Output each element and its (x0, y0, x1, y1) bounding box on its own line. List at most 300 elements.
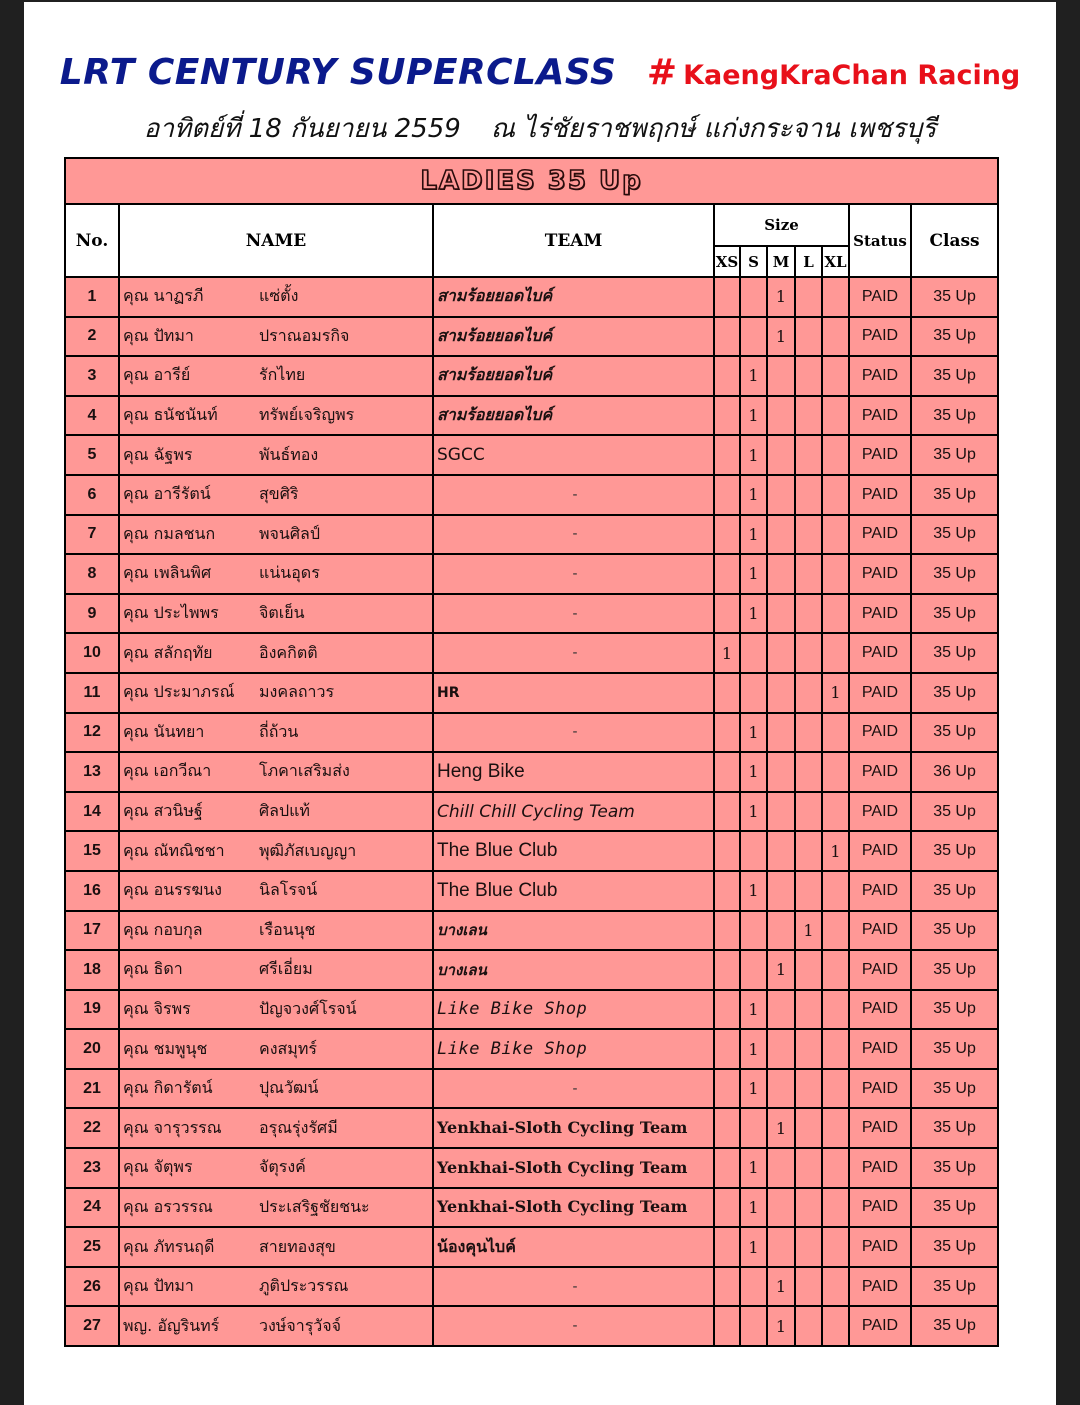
table-row (65, 1227, 998, 1267)
size-cell-xl (822, 1306, 849, 1346)
participant-team (433, 990, 714, 1030)
participant-name (119, 831, 433, 871)
payment-status: PAID (849, 515, 911, 555)
participant-name-wrap (123, 324, 432, 349)
table-row (65, 713, 998, 753)
team-label: The Blue Club (437, 879, 558, 901)
participant-first-name: คุณ ธิดา (123, 959, 183, 979)
participant-name-wrap (123, 284, 432, 309)
participant-team (433, 1306, 714, 1346)
row-number: 17 (65, 911, 119, 951)
size-cell-xs (714, 356, 740, 396)
size-cell-s: 1 (740, 713, 767, 753)
participant-team (433, 871, 714, 911)
size-cell-xl (822, 1069, 849, 1109)
payment-status: PAID (849, 911, 911, 951)
participant-team (433, 1108, 714, 1148)
payment-status: PAID (849, 831, 911, 871)
size-cell-l (795, 435, 822, 475)
size-cell-xs (714, 1069, 740, 1109)
size-cell-s (740, 277, 767, 317)
size-cell-l (795, 792, 822, 832)
participant-name (119, 990, 433, 1030)
size-cell-xs (714, 435, 740, 475)
participant-name-wrap (123, 799, 432, 824)
table-row (65, 356, 998, 396)
participant-first-name: คุณ จิรพร (123, 998, 191, 1018)
column-header-size-xl: XL (822, 246, 849, 277)
participant-first-name: คุณ สลักฤทัย (123, 642, 213, 662)
column-header-team: TEAM (433, 204, 714, 277)
size-cell-s (740, 317, 767, 357)
participant-team (433, 396, 714, 436)
race-class: 35 Up (911, 1188, 998, 1228)
row-number: 9 (65, 594, 119, 634)
size-cell-m (767, 475, 795, 515)
participant-team (433, 752, 714, 792)
participant-first-name: คุณ ภัทรนฤดี (123, 1236, 215, 1256)
race-class: 35 Up (911, 317, 998, 357)
size-cell-l (795, 1069, 822, 1109)
participant-first-name: คุณ สวนิษฐ์ (123, 801, 203, 821)
participant-first-name: คุณ ประมาภรณ์ (123, 682, 235, 702)
size-cell-m (767, 356, 795, 396)
participant-last-name: พันธ์ทอง (259, 444, 319, 464)
participant-team (433, 435, 714, 475)
row-number: 16 (65, 871, 119, 911)
race-class: 35 Up (911, 515, 998, 555)
size-cell-xl (822, 1227, 849, 1267)
payment-status: PAID (849, 950, 911, 990)
size-cell-l: 1 (795, 911, 822, 951)
participant-name (119, 1306, 433, 1346)
category-title: LADIES 35 Up (420, 166, 643, 196)
table-row (65, 752, 998, 792)
row-number: 4 (65, 396, 119, 436)
participant-last-name: อิงคกิตติ (259, 642, 318, 662)
size-cell-s (740, 831, 767, 871)
payment-status: PAID (849, 1227, 911, 1267)
column-header-size-s: S (740, 246, 767, 277)
participant-first-name: คุณ ปัทมา (123, 1276, 194, 1296)
team-label: - (572, 644, 578, 662)
row-number: 21 (65, 1069, 119, 1109)
row-number: 27 (65, 1306, 119, 1346)
participant-last-name: ทรัพย์เจริญพร (259, 405, 355, 425)
participant-name (119, 950, 433, 990)
participant-name-wrap (123, 957, 432, 982)
table-row (65, 1069, 998, 1109)
race-class: 35 Up (911, 792, 998, 832)
participant-team (433, 475, 714, 515)
table-row (65, 871, 998, 911)
size-cell-xl (822, 435, 849, 475)
table-row (65, 633, 998, 673)
table-row (65, 435, 998, 475)
size-cell-s: 1 (740, 515, 767, 555)
participant-name-wrap (123, 363, 432, 388)
participant-name-wrap (123, 522, 432, 547)
race-class: 35 Up (911, 594, 998, 634)
size-cell-xl (822, 713, 849, 753)
participant-last-name: สุขศิริ (259, 484, 299, 504)
size-cell-xl (822, 475, 849, 515)
size-cell-xl (822, 396, 849, 436)
participant-team (433, 1148, 714, 1188)
size-cell-xl (822, 1148, 849, 1188)
size-cell-m (767, 554, 795, 594)
race-class: 35 Up (911, 673, 998, 713)
table-row (65, 990, 998, 1030)
size-cell-xs (714, 475, 740, 515)
team-label: - (572, 1079, 578, 1097)
size-cell-l (795, 317, 822, 357)
payment-status: PAID (849, 990, 911, 1030)
size-cell-m (767, 1069, 795, 1109)
size-cell-s: 1 (740, 792, 767, 832)
payment-status: PAID (849, 713, 911, 753)
race-class: 35 Up (911, 1227, 998, 1267)
team-label: Yenkhai-Sloth Cycling Team (437, 1197, 688, 1217)
team-label: Like Bike Shop (437, 999, 588, 1020)
size-cell-l (795, 356, 822, 396)
race-class: 35 Up (911, 356, 998, 396)
participant-name (119, 554, 433, 594)
participants-table (64, 157, 999, 1347)
table-row (65, 911, 998, 951)
size-cell-xs (714, 1148, 740, 1188)
participant-first-name: คุณ กมลชนก (123, 523, 216, 543)
size-cell-xl (822, 515, 849, 555)
participant-last-name: พุฒิภัสเบญญา (259, 840, 357, 860)
payment-status: PAID (849, 396, 911, 436)
size-cell-xs (714, 990, 740, 1030)
table-row (65, 1148, 998, 1188)
size-cell-l (795, 633, 822, 673)
participant-name (119, 633, 433, 673)
size-cell-s: 1 (740, 594, 767, 634)
table-row (65, 396, 998, 436)
event-date-venue (24, 108, 1056, 149)
event-venue: ณ ไร่ชัยราชพฤกษ์ แก่งกระจาน เพชรบุรี (490, 114, 937, 144)
size-cell-s: 1 (740, 871, 767, 911)
row-number: 7 (65, 515, 119, 555)
size-cell-xl (822, 1267, 849, 1307)
table-row (65, 950, 998, 990)
participant-name-wrap (123, 641, 432, 666)
hashtag-symbol: # (646, 52, 678, 93)
participant-name (119, 673, 433, 713)
size-cell-l (795, 515, 822, 555)
race-class: 35 Up (911, 633, 998, 673)
team-label: บางเลน (437, 960, 487, 979)
participant-team (433, 594, 714, 634)
table-row (65, 317, 998, 357)
size-cell-xl (822, 792, 849, 832)
team-label: SGCC (437, 445, 485, 466)
race-class: 35 Up (911, 990, 998, 1030)
size-cell-xl (822, 1029, 849, 1069)
participant-last-name: จิตเย็น (259, 603, 305, 623)
participant-last-name: ถี่ถ้วน (259, 721, 299, 741)
participant-last-name: นิลโรจน์ (259, 880, 318, 900)
participant-team (433, 515, 714, 555)
participant-name-wrap (123, 918, 432, 943)
size-cell-xs (714, 396, 740, 436)
size-cell-xs (714, 1108, 740, 1148)
payment-status: PAID (849, 752, 911, 792)
row-number: 23 (65, 1148, 119, 1188)
participant-name (119, 594, 433, 634)
participant-team (433, 633, 714, 673)
size-cell-xl (822, 1108, 849, 1148)
size-cell-xl (822, 594, 849, 634)
race-class: 35 Up (911, 1148, 998, 1188)
row-number: 24 (65, 1188, 119, 1228)
participant-first-name: คุณ ฉัฐพร (123, 444, 193, 464)
size-cell-s (740, 911, 767, 951)
participant-team (433, 277, 714, 317)
column-header-class: Class (911, 204, 998, 277)
team-label: The Blue Club (437, 840, 558, 862)
team-label: Yenkhai-Sloth Cycling Team (437, 1118, 688, 1138)
size-cell-s: 1 (740, 396, 767, 436)
participant-name-wrap (123, 878, 432, 903)
team-label: สามร้อยยอดไบค์ (437, 286, 553, 306)
participant-first-name: คุณ เพลินพิศ (123, 563, 212, 583)
document-title (24, 52, 1056, 93)
participant-name-wrap (123, 1195, 432, 1220)
size-cell-xl (822, 871, 849, 911)
table-row (65, 1188, 998, 1228)
size-cell-m: 1 (767, 317, 795, 357)
payment-status: PAID (849, 277, 911, 317)
column-header-size-m: M (767, 246, 795, 277)
participant-team (433, 1188, 714, 1228)
row-number: 13 (65, 752, 119, 792)
participant-team (433, 950, 714, 990)
participant-last-name: เรือนนุช (259, 919, 316, 939)
size-cell-s: 1 (740, 1029, 767, 1069)
participant-name-wrap (123, 561, 432, 586)
participant-name (119, 1069, 433, 1109)
size-cell-m (767, 515, 795, 555)
participant-name (119, 1108, 433, 1148)
size-cell-l (795, 277, 822, 317)
size-cell-xs (714, 594, 740, 634)
participant-name-wrap (123, 759, 432, 784)
table-row (65, 1029, 998, 1069)
participant-name (119, 356, 433, 396)
size-cell-l (795, 1108, 822, 1148)
participant-last-name: ภูติประวรรณ (259, 1276, 349, 1296)
participant-first-name: คุณ อารีย์ (123, 365, 191, 385)
column-header-name: NAME (119, 204, 433, 277)
participant-name (119, 1029, 433, 1069)
row-number: 22 (65, 1108, 119, 1148)
participant-name (119, 911, 433, 951)
participant-first-name: คุณ จารุวรรณ (123, 1117, 222, 1137)
size-cell-l (795, 1306, 822, 1346)
size-cell-xs (714, 1306, 740, 1346)
participant-team (433, 1029, 714, 1069)
size-cell-s (740, 1267, 767, 1307)
participant-name-wrap (123, 601, 432, 626)
size-cell-xs (714, 317, 740, 357)
size-cell-xs (714, 831, 740, 871)
payment-status: PAID (849, 554, 911, 594)
participant-name (119, 475, 433, 515)
participant-last-name: ศิลปแท้ (259, 801, 310, 821)
participant-name (119, 435, 433, 475)
size-cell-xs (714, 1267, 740, 1307)
participant-first-name: คุณ นันทยา (123, 721, 205, 741)
size-cell-xs (714, 792, 740, 832)
size-cell-m (767, 1148, 795, 1188)
participant-team (433, 911, 714, 951)
race-class: 35 Up (911, 435, 998, 475)
size-cell-m (767, 594, 795, 634)
race-class: 35 Up (911, 1108, 998, 1148)
row-number: 20 (65, 1029, 119, 1069)
size-cell-xs (714, 1188, 740, 1228)
race-class: 35 Up (911, 1029, 998, 1069)
size-cell-l (795, 1267, 822, 1307)
row-number: 19 (65, 990, 119, 1030)
participant-name-wrap (123, 403, 432, 428)
size-cell-s: 1 (740, 990, 767, 1030)
participant-first-name: คุณ กอบกุล (123, 919, 203, 939)
size-cell-m: 1 (767, 1108, 795, 1148)
participant-name (119, 713, 433, 753)
participant-name (119, 752, 433, 792)
row-number: 25 (65, 1227, 119, 1267)
size-cell-s: 1 (740, 752, 767, 792)
participant-name-wrap (123, 1314, 432, 1339)
size-cell-s: 1 (740, 356, 767, 396)
size-cell-xl (822, 317, 849, 357)
size-cell-m (767, 1227, 795, 1267)
race-class: 35 Up (911, 1306, 998, 1346)
size-cell-xs (714, 277, 740, 317)
race-class: 35 Up (911, 950, 998, 990)
race-class: 36 Up (911, 752, 998, 792)
size-cell-m (767, 990, 795, 1030)
team-label: Heng Bike (437, 760, 525, 782)
size-cell-l (795, 950, 822, 990)
participants-table-body (65, 277, 998, 1346)
payment-status: PAID (849, 1306, 911, 1346)
team-label: บางเลน (437, 921, 487, 940)
race-class: 35 Up (911, 554, 998, 594)
size-cell-l (795, 1148, 822, 1188)
size-cell-l (795, 1188, 822, 1228)
payment-status: PAID (849, 792, 911, 832)
size-cell-l (795, 713, 822, 753)
participant-name-wrap (123, 997, 432, 1022)
participant-first-name: คุณ ชมพูนุช (123, 1038, 208, 1058)
table-row (65, 1108, 998, 1148)
race-class: 35 Up (911, 277, 998, 317)
table-row (65, 1306, 998, 1346)
participant-first-name: คุณ อารีรัตน์ (123, 484, 211, 504)
size-cell-xl (822, 752, 849, 792)
participant-name (119, 1227, 433, 1267)
document-page (24, 2, 1056, 1405)
race-class: 35 Up (911, 475, 998, 515)
participant-first-name: คุณ ธนัชนันท์ (123, 405, 218, 425)
payment-status: PAID (849, 1108, 911, 1148)
participant-name-wrap (123, 482, 432, 507)
size-cell-xl: 1 (822, 673, 849, 713)
participant-name (119, 1267, 433, 1307)
table-row (65, 673, 998, 713)
participant-first-name: คุณ ปัทมา (123, 325, 194, 345)
participant-name-wrap (123, 1235, 432, 1260)
size-cell-xl: 1 (822, 831, 849, 871)
payment-status: PAID (849, 633, 911, 673)
participant-last-name: อรุณรุ่งรัศมี (259, 1117, 338, 1137)
size-cell-xs (714, 673, 740, 713)
size-cell-xs (714, 515, 740, 555)
participant-team (433, 1069, 714, 1109)
participant-first-name: คุณ อนรรฆนง (123, 880, 222, 900)
size-cell-xl (822, 1188, 849, 1228)
participant-team (433, 356, 714, 396)
size-cell-m (767, 633, 795, 673)
size-cell-xs (714, 871, 740, 911)
row-number: 5 (65, 435, 119, 475)
size-cell-m: 1 (767, 1306, 795, 1346)
size-cell-m (767, 911, 795, 951)
participant-first-name: คุณ กิดารัตน์ (123, 1078, 213, 1098)
category-banner (65, 158, 998, 204)
size-cell-s (740, 1108, 767, 1148)
size-cell-m: 1 (767, 277, 795, 317)
participant-last-name: พจนศิลป์ (259, 523, 320, 543)
row-number: 11 (65, 673, 119, 713)
race-class: 35 Up (911, 911, 998, 951)
size-cell-l (795, 396, 822, 436)
participant-last-name: คงสมุทร์ (259, 1038, 317, 1058)
row-number: 12 (65, 713, 119, 753)
participant-first-name: คุณ ประไพพร (123, 603, 219, 623)
payment-status: PAID (849, 1029, 911, 1069)
size-cell-m (767, 871, 795, 911)
team-label: HR (437, 684, 460, 701)
participant-name (119, 1148, 433, 1188)
size-cell-xl (822, 356, 849, 396)
participant-team (433, 673, 714, 713)
team-label: สามร้อยยอดไบค์ (437, 325, 553, 345)
payment-status: PAID (849, 673, 911, 713)
participant-name-wrap (123, 1274, 432, 1299)
size-cell-s: 1 (740, 435, 767, 475)
event-title: LRT CENTURY SUPERCLASS (59, 52, 617, 93)
size-cell-m (767, 1029, 795, 1069)
team-label: - (572, 485, 578, 503)
size-cell-xs (714, 752, 740, 792)
participant-last-name: ประเสริฐชัยชนะ (259, 1196, 370, 1216)
size-cell-s: 1 (740, 475, 767, 515)
size-cell-xs (714, 950, 740, 990)
participant-name-wrap (123, 839, 432, 864)
participant-name (119, 277, 433, 317)
team-label: - (572, 604, 578, 622)
participant-last-name: ปัญจวงศ์โรจน์ (259, 998, 357, 1018)
participant-team (433, 554, 714, 594)
race-class: 35 Up (911, 1267, 998, 1307)
